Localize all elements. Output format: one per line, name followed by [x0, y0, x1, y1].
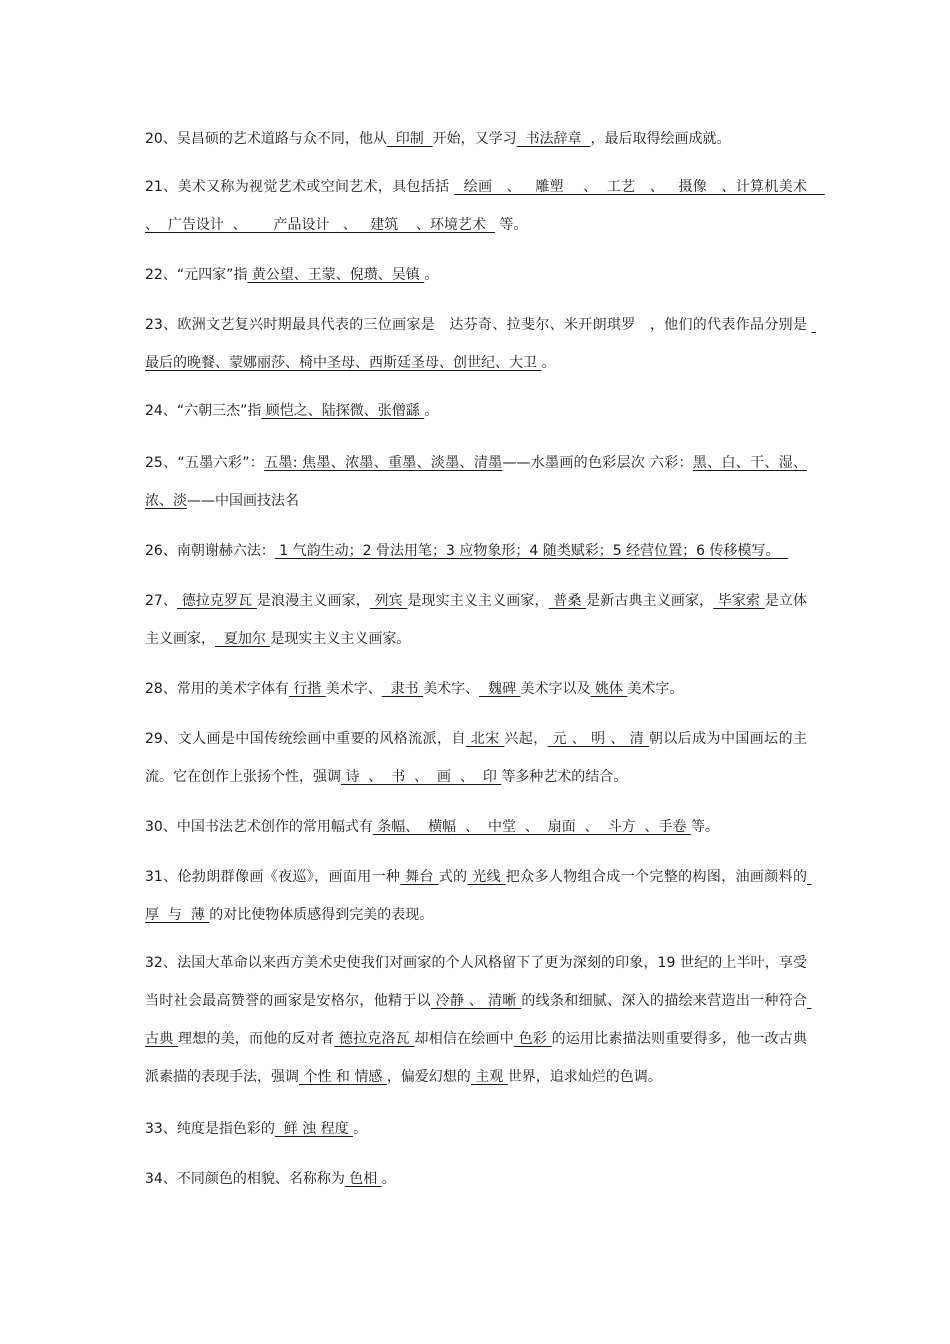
answer-blank: 书法辞章: [516, 131, 591, 147]
answer-blank: 绘画 、 雕塑 、 工艺 、 摄像 、计算机美术 、 广告设计 、 产品设计 、 建筑 、环境艺术: [145, 179, 825, 233]
answer-blank: 个性 和 情感: [299, 1069, 387, 1085]
question-text: 29、文人画是中国传统绘画中重要的风格流派，自: [145, 731, 466, 747]
question-text: 。: [541, 355, 556, 371]
question-text: ，最后取得绘画成就。: [590, 131, 731, 147]
answer-blank: 元 、 明 、 清: [547, 731, 649, 747]
question-text: 23、欧洲文艺复兴时期最具代表的三位画家是 达芬奇、拉斐尔、米开朗琪罗 ，他们的代表作品分别是: [145, 317, 812, 333]
question-text: 美术字。: [627, 681, 684, 697]
question-text: 美术字、: [423, 681, 480, 697]
question-text: 开始，又学习: [432, 131, 517, 147]
question-25: [145, 444, 807, 520]
question-text: 美术字、: [325, 681, 382, 697]
question-text: 32、法国大革命以来西方美术史使我们对画家的个人风格留下了更为深刻的印象，19 世纪的上半叶，享受当时社会最高赞誉的画家是安格尔，他精于以: [145, 955, 807, 1009]
answer-blank: 主观: [470, 1069, 508, 1085]
question-text: 是新古典主义画家，: [586, 593, 714, 609]
question-text: 是现实主义主义画家，: [407, 593, 549, 609]
question-20: [145, 120, 807, 158]
question-text: 的运用比素描法则重要得多，他一改古典派素描的表现手法，强调: [145, 1031, 808, 1085]
question-text: 式的: [438, 869, 468, 885]
answer-blank: 隶书: [381, 681, 424, 697]
answer-blank: 印制: [386, 131, 433, 147]
question-text: 是立体主义画家，: [145, 593, 808, 647]
answer-blank: 北宋: [465, 731, 505, 747]
question-27: [145, 582, 807, 658]
question-text: 世界，追求灿烂的色调。: [507, 1069, 662, 1085]
question-text: ——水墨画的色彩层次 六彩：: [502, 455, 693, 471]
question-text: 。: [424, 403, 439, 419]
answer-blank: 冷静 、 清晰: [430, 993, 522, 1009]
question-32: [145, 944, 812, 1096]
question-text: 等。: [494, 217, 528, 233]
answer-blank: 鲜 浊 程度: [274, 1121, 354, 1137]
question-text: 25、“五墨六彩”：: [145, 455, 265, 471]
question-29: [145, 720, 807, 796]
question-text: 是浪漫主义画家，: [256, 593, 370, 609]
question-23: [145, 306, 816, 382]
question-text: 27、: [145, 593, 178, 609]
question-text: 的对比使物体质感得到完美的表现。: [209, 907, 434, 923]
answer-blank: 1 气韵生动；2 骨法用笔；3 应物象形；4 随类赋彩；5 经营位置；6 传移模写。: [274, 543, 789, 559]
answer-blank: 列宾: [369, 593, 408, 609]
answer-blank: 德拉克罗瓦: [177, 593, 257, 609]
answer-blank: 魏碑: [479, 681, 521, 697]
question-text: 20、吴昌硕的艺术道路与众不同，他从: [145, 131, 387, 147]
answer-blank: 顾恺之、陆探微、张僧繇: [261, 403, 425, 419]
answer-blank: 色彩: [513, 1031, 552, 1047]
question-28: [145, 670, 807, 708]
answer-blank: 条幅、 横幅 、 中堂 、 扇面 、 斗方 、手卷: [372, 819, 691, 835]
question-31: [145, 858, 812, 934]
answer-blank: 厚 与 薄: [145, 869, 812, 923]
question-text: 。: [353, 1121, 368, 1137]
question-26: [145, 532, 807, 570]
answer-blank: 普桑: [548, 593, 587, 609]
question-text: 朝以后成为中国画坛的主流。它在创作上张扬个性，强调: [145, 731, 808, 785]
question-text: 30、中国书法艺术创作的常用幅式有: [145, 819, 373, 835]
question-text: ，偏爱幻想的: [386, 1069, 471, 1085]
question-text: 等。: [690, 819, 719, 835]
question-text: 31、伦勃朗群像画《夜巡》，画面用一种: [145, 869, 401, 885]
question-24: [145, 392, 807, 430]
question-text: 28、常用的美术字体有: [145, 681, 289, 697]
question-text: 的线条和细腻、深入的描绘来营造出一种符合: [521, 993, 808, 1009]
answer-blank: 黑、白、干、湿、浓、淡: [145, 455, 807, 509]
question-30: [145, 808, 807, 846]
question-text: ——中国画技法名: [187, 493, 299, 509]
question-21: [145, 168, 825, 244]
question-text: 却相信在绘画中: [414, 1031, 514, 1047]
question-text: 是现实主义主义画家。: [270, 631, 411, 647]
answer-blank: 夏加尔: [215, 631, 271, 647]
answer-blank: 色相: [344, 1171, 382, 1187]
answer-blank: 行揩: [288, 681, 326, 697]
answer-blank: 黄公望、王蒙、倪瓒、吴镇: [247, 267, 425, 283]
question-text: 。: [424, 267, 439, 283]
question-text: 美术字以及: [520, 681, 591, 697]
question-text: 26、南朝谢赫六法：: [145, 543, 275, 559]
question-34: [145, 1160, 807, 1198]
question-text: 。: [381, 1171, 396, 1187]
question-text: 等多种艺术的结合。: [501, 769, 628, 785]
question-text: 33、纯度是指色彩的: [145, 1121, 275, 1137]
answer-blank: 毕家索: [713, 593, 765, 609]
question-text: 24、“六朝三杰”指: [145, 403, 262, 419]
question-text: 兴起，: [504, 731, 548, 747]
question-text: 理想的美，而他的反对者: [178, 1031, 335, 1047]
answer-blank: 姚体: [590, 681, 628, 697]
question-33: [145, 1110, 807, 1148]
question-22: [145, 256, 807, 294]
question-text: 22、“元四家”指: [145, 267, 248, 283]
question-text: 21、美术又称为视觉艺术或空间艺术，具包括括: [145, 179, 455, 195]
answer-blank: 最后的晚餐、蒙娜丽莎、椅中圣母、西斯廷圣母、创世纪、大卫: [145, 317, 816, 371]
answer-blank: 舞台: [400, 869, 439, 885]
answer-blank: 诗 、 书 、 画 、 印: [341, 769, 502, 785]
answer-blank: 德拉克洛瓦: [334, 1031, 415, 1047]
answer-blank: 古典: [145, 993, 812, 1047]
question-text: 把众多人物组合成一个完整的构图，油画颜料的: [505, 869, 808, 885]
answer-blank: 光线: [467, 869, 506, 885]
question-text: 34、不同颜色的相貌、名称称为: [145, 1171, 345, 1187]
answer-blank: 五墨: 焦墨、浓墨、重墨、淡墨、清墨: [264, 455, 503, 471]
